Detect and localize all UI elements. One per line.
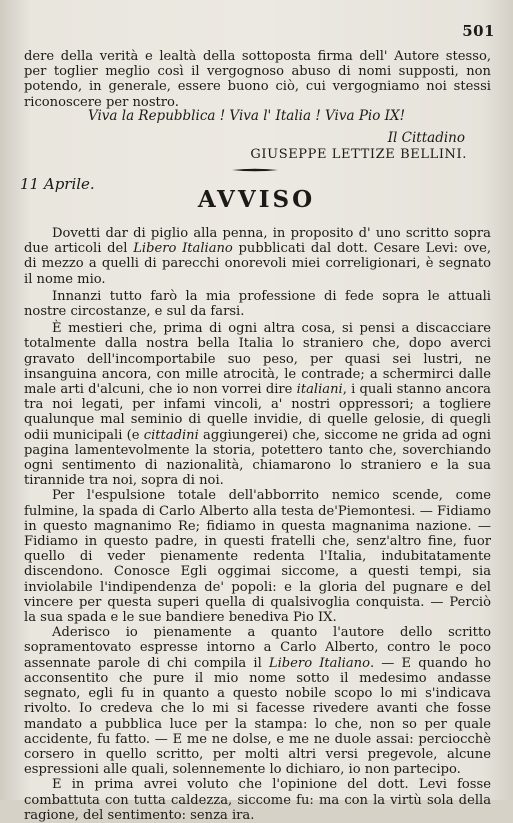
paragraph: E in prima avrei voluto che l'opinione del dott. Levi fosse combattuta con tutta caldezza, siccome fu: ma con la virtù sola della ragione, del sentimento: senza ira. <box>24 777 491 823</box>
paragraph-text: aggiungerei) che, siccome ne grida ad ogni pagina lamentevolmente la storia, potettero tanto che, soverchiando ogni sentimento di nazionalità, chiamarono lo straniero e la sua tirannide tra noi, sopra di noi. <box>24 427 491 489</box>
paragraph-text: È mestieri che, prima di ogni altra cosa, si pensi a discacciare totalmente dalla nostra bella Italia lo straniero che, dopo averci gravato dell'incomportabile suo peso, per quasi sei lustri, ne insanguina ancora, con mille atrocità, le contrade; a schermirci dalle male arti d'alcuni, che io non vorrei dire <box>24 321 491 398</box>
paragraph-text: Aderisco io pienamente a quanto l'autore dello scritto sopramentovato espresse intorno a Carlo Alberto, contro le poco assennate parole di chi compila il <box>24 625 491 671</box>
signature-role: Il Cittadino <box>387 130 465 146</box>
page-number: 501 <box>462 22 495 40</box>
paragraph <box>24 321 491 488</box>
paragraph-text: Dovetti dar di piglio alla penna, in proposito d' uno scritto sopra due articoli del <box>24 226 491 257</box>
paragraph-text: pubblicati dal dott. Cesare Levi: ove, di mezzo a quelli di parecchi onorevoli miei correligionari, è segnato il nome mio. <box>24 241 491 287</box>
notice-heading: AVVISO <box>197 186 316 213</box>
paragraph-text: . — E quando ho acconsentito che pure il mio nome sotto il medesimo andasse segnato, egli fu in quanto a questo nobile scopo lo mi s'indicava rivolto. Io credeva che lo mi si facesse rivedere avanti che fosse mandato a pubblica luce per la stampa: lo che, non so per quale accidente, fu fatto. — E me ne dolse, e me ne duole assai: perciocchè corsero in quello scritto, per molti altri versi pregevole, alcune espressioni alle quali, solennemente lo dichiaro, io non partecipo. <box>24 655 491 778</box>
ornamental-divider <box>232 167 278 173</box>
emphasis-text: italiani <box>296 382 343 398</box>
date-label: 11 Aprile. <box>20 175 95 193</box>
paragraph: Per l'espulsione totale dell'abborrito nemico scende, come fulmine, la spada di Carlo Alberto alla testa de'Piemontesi. — Fidiamo in questo magnanimo Re; fidiamo in questa magnanima nazione. — Fidiamo in questo padre, in questi fratelli che, senz'altro fine, fuor quello di veder pienamente redenta l'Italia, indubitatamente discendono. Conosce Egli oggimai siccome, a questi tempi, sia inviolabile l'indipendenza de' popoli: e la gloria del pugnare e del vincere per questa superi quella di qualsivoglia conquista. — Perciò la sua spada e le sue bandiere benediva Pio IX. <box>24 488 491 626</box>
paragraph: Innanzi tutto farò la mia professione di fede sopra le attuali nostre circostanze, e sul da farsi. <box>24 288 491 320</box>
paragraph-text: , i quali stanno ancora tra noi legati, per infami vincoli, a' nostri oppressori; a togliere qualunque mal seminio di quelle invidie, di quelle gelosie, di quegli odii municipali (e <box>24 382 491 443</box>
emphasis-text: cittadini <box>143 427 199 443</box>
notice-body <box>24 226 491 823</box>
paragraph-text: dere della verità e lealtà della sottoposta firma dell' Autore stesso, per toglier meglio così il vergognoso abuso di nomi supposti, non potendo, in generale, essere buono ciò, cui vergogniamo noi stessi riconoscere per nostro. <box>24 49 491 110</box>
newspaper-title: Libero Italiano <box>268 655 370 671</box>
closing-exclamation: Viva la Repubblica ! Viva l' Italia ! Viva Pio IX! <box>87 108 406 124</box>
newspaper-title: Libero Italiano <box>133 241 233 257</box>
paragraph <box>24 625 491 777</box>
paragraph <box>24 226 491 287</box>
signature-name: GIUSEPPE LETTIZE BELLINI. <box>250 147 467 162</box>
continuation-paragraph <box>24 49 491 110</box>
